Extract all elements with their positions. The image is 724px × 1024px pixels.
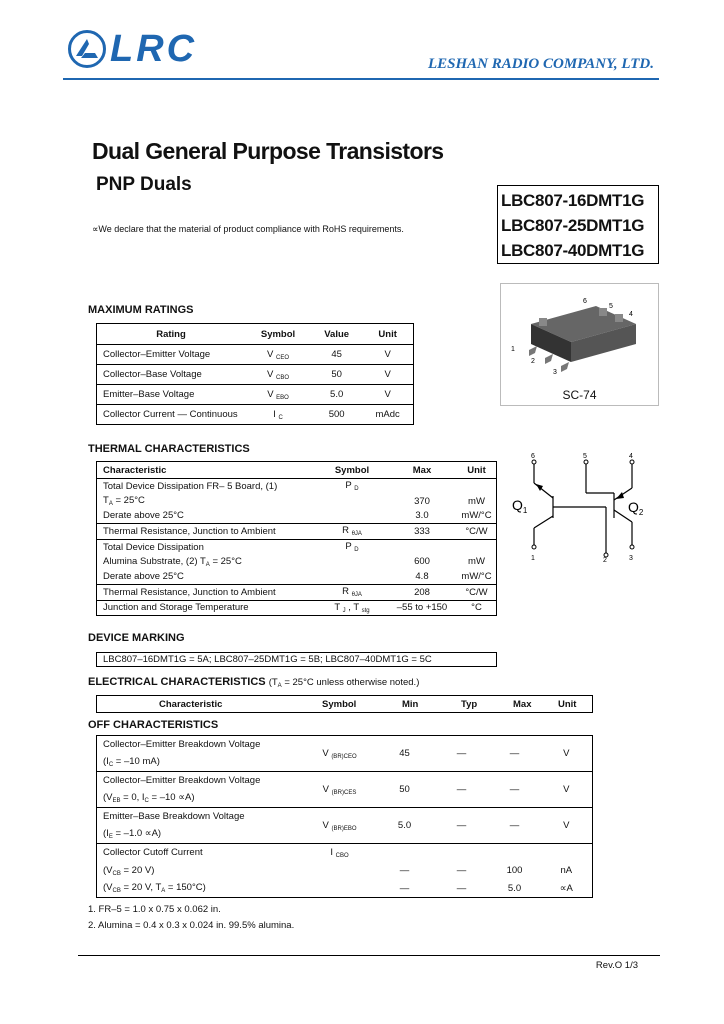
unit-cell: mAdc (362, 405, 413, 425)
sc74-package-icon (501, 284, 658, 384)
pin-label: 5 (583, 453, 587, 460)
characteristic-cell: Junction and Storage Temperature (103, 602, 249, 614)
unit-cell: V (563, 748, 570, 759)
pin-label: 6 (531, 453, 535, 460)
table-row (97, 365, 414, 385)
table-row (97, 508, 497, 523)
characteristic-cell: Derate above 25°C (97, 508, 318, 523)
value-cell: 50 (311, 365, 362, 385)
column-header: Max (513, 699, 532, 710)
table-row (97, 808, 593, 826)
column-header: Unit (362, 324, 413, 345)
max-cell: 3.0 (387, 508, 457, 523)
characteristic-cell: $T_A = 25^\circ C$ (103, 495, 145, 508)
typ-cell: — (456, 784, 467, 795)
q1-label: $Q_1$ (512, 497, 528, 515)
min-cell: 5.0 (397, 820, 412, 831)
symbol-cell: I $_C$ (245, 405, 311, 425)
characteristic-cell: Total Device Dissipation FR– 5 Board, (1) (103, 480, 278, 492)
electrical-note: ($T_A = 25^\circ C$ unless otherwise noted.) (268, 677, 420, 689)
pin-label: 2 (603, 557, 607, 564)
table-row (97, 554, 497, 569)
column-header: Characteristic (159, 699, 223, 710)
max-cell: — (509, 784, 520, 795)
unit-cell: °C/W (457, 524, 497, 540)
column-header: Characteristic (97, 462, 318, 479)
characteristic-cell: Collector Cutoff Current (103, 847, 203, 859)
column-header: Symbol (322, 699, 357, 710)
table-row (97, 862, 593, 880)
max-cell: 208 (387, 584, 457, 600)
table-row (97, 539, 497, 554)
max-cell: 333 (387, 524, 457, 540)
typ-cell: — (456, 865, 467, 876)
page-subtitle: PNP Duals (96, 174, 192, 195)
table-row (97, 385, 414, 405)
column-header: Typ (461, 699, 478, 710)
value-cell: 500 (311, 405, 362, 425)
symbol-cell: V $_{(BR)EBO}$ (322, 819, 357, 832)
table-row (97, 772, 593, 790)
pin-label: 1 (531, 555, 535, 562)
page-title: Dual General Purpose Transistors (92, 138, 444, 164)
footnotes (88, 902, 294, 934)
characteristic-cell: Collector–Emitter Breakdown Voltage (103, 775, 261, 787)
characteristic-cell: Thermal Resistance, Junction to Ambient (97, 524, 318, 540)
symbol-cell: T $_J$ , T $_{stg}$ (334, 601, 370, 614)
typ-cell: — (456, 748, 467, 759)
symbol-cell: V $_{EBO}$ (245, 385, 311, 405)
characteristic-cell: Alumina Substrate, (2) $T_A = 25^\circ C$ (103, 555, 242, 568)
unit-cell: mW/°C (457, 569, 497, 584)
pin-label: 5 (609, 303, 613, 310)
min-cell: 50 (399, 784, 410, 795)
company-name: LESHAN RADIO COMPANY, LTD. (427, 56, 654, 72)
unit-cell: ∝A (559, 882, 573, 894)
thermal-heading: THERMAL CHARACTERISTICS (88, 443, 250, 455)
footnote: 1. FR–5 = 1.0 x 0.75 x 0.062 in. (88, 904, 221, 915)
max-cell: — (509, 748, 520, 759)
rating-cell: Collector–Emitter Voltage (97, 345, 246, 365)
unit-cell: V (362, 365, 413, 385)
max-cell: 100 (506, 865, 523, 876)
table-row (97, 405, 414, 425)
electrical-title: ELECTRICAL CHARACTERISTICS (88, 676, 266, 688)
value-cell: 5.0 (311, 385, 362, 405)
min-cell: — (399, 865, 410, 876)
max-cell: –55 to +150 (396, 602, 448, 614)
max-ratings-heading: MAXIMUM RATINGS (88, 304, 194, 316)
characteristic-cell: Total Device Dissipation (103, 541, 204, 553)
table-header-row (97, 324, 414, 345)
characteristic-cell: Collector–Emitter Breakdown Voltage (103, 739, 261, 751)
part-number: LBC807-40DMT1G (501, 241, 645, 260)
symbol-cell: R $_{\theta JA}$ (317, 524, 387, 540)
unit-cell: V (563, 820, 570, 831)
unit-cell: °C (471, 602, 482, 614)
symbol-cell: R $_{\theta JA}$ (317, 584, 387, 600)
pin-label: 4 (629, 311, 633, 318)
column-header: Symbol (317, 462, 387, 479)
logo-emblem-icon (68, 30, 106, 68)
column-header: Unit (558, 699, 577, 710)
device-marking-heading: DEVICE MARKING (88, 632, 185, 644)
condition-cell: ($V_{CB} = 20$ V) (103, 864, 155, 877)
table-row (97, 736, 593, 754)
package-name: SC-74 (562, 388, 597, 402)
min-cell: — (399, 882, 410, 894)
revision-page: Rev.O 1/3 (595, 960, 638, 971)
symbol-cell: P $_D$ (345, 541, 359, 554)
table-row (97, 524, 497, 540)
characteristic-cell: Emitter–Base Breakdown Voltage (103, 811, 245, 823)
logo-text: LRC (110, 28, 198, 70)
table-row (97, 569, 497, 584)
unit-cell: V (362, 385, 413, 405)
pin-label: 3 (629, 555, 633, 562)
pin-label: 3 (553, 369, 557, 376)
pin-label: 2 (531, 358, 535, 365)
pin-label: 4 (629, 453, 633, 460)
column-header: Unit (457, 462, 497, 479)
max-cell: 370 (414, 495, 430, 507)
electrical-table (96, 735, 593, 898)
table-row (97, 494, 497, 509)
unit-cell: nA (560, 865, 573, 876)
rating-cell: Collector–Base Voltage (97, 365, 246, 385)
column-header: Rating (97, 324, 246, 345)
column-header: Min (402, 699, 419, 710)
condition-cell: ($V_{CB} = 20$ V, $T_A = 150^\circ C$) (103, 882, 206, 895)
max-cell: 5.0 (507, 882, 522, 894)
table-row (97, 880, 593, 898)
footnote: 2. Alumina = 0.4 x 0.3 x 0.024 in. 99.5% alumina. (88, 920, 295, 931)
max-cell: 4.8 (387, 569, 457, 584)
circuit-diagram (510, 448, 662, 568)
unit-cell: V (563, 784, 570, 795)
characteristic-cell: Thermal Resistance, Junction to Ambient (97, 584, 318, 600)
unit-cell: mW (468, 495, 485, 507)
part-number-box (497, 185, 659, 264)
pin-label: 1 (511, 346, 515, 353)
device-marking-text: LBC807–16DMT1G = 5A; LBC807–25DMT1G = 5B; LBC807–40DMT1G = 5C (96, 652, 497, 667)
value-cell: 45 (311, 345, 362, 365)
electrical-table-header (96, 695, 593, 713)
column-header: Value (311, 324, 362, 345)
rating-cell: Collector Current — Continuous (97, 405, 246, 425)
table-row (97, 345, 414, 365)
table-row (97, 584, 497, 600)
part-number: LBC807-16DMT1G (501, 191, 645, 210)
table-row (97, 844, 593, 862)
off-characteristics-heading: OFF CHARACTERISTICS (88, 719, 219, 731)
rohs-statement: ∝We declare that the material of product compliance with RoHS requirements. (92, 224, 404, 234)
thermal-table (96, 461, 497, 616)
electrical-heading (88, 676, 419, 689)
unit-cell: mW/°C (457, 508, 497, 523)
package-drawing (500, 283, 659, 406)
unit-cell: °C/W (457, 584, 497, 600)
footer-divider (78, 955, 660, 956)
column-header: Max (387, 462, 457, 479)
symbol-cell: V $_{CEO}$ (245, 345, 311, 365)
rating-cell: Emitter–Base Voltage (97, 385, 246, 405)
max-cell: — (509, 820, 520, 831)
header-divider (63, 78, 659, 80)
typ-cell: — (456, 820, 467, 831)
max-cell: 600 (414, 556, 430, 568)
symbol-cell: V $_{(BR)CES}$ (322, 783, 357, 796)
unit-cell: V (362, 345, 413, 365)
condition-cell: ($V_{EB} = 0$, $I_C = -10 \propto A$) (103, 792, 195, 805)
condition-cell: ($I_C = -10$ mA) (103, 756, 160, 769)
part-number: LBC807-25DMT1G (501, 216, 645, 235)
table-header-row (97, 462, 497, 479)
max-ratings-table (96, 323, 414, 425)
pin-label: 6 (583, 298, 587, 305)
min-cell: 45 (399, 748, 410, 759)
symbol-cell: V $_{CBO}$ (245, 365, 311, 385)
unit-cell: mW (468, 556, 485, 568)
table-row (97, 479, 497, 494)
symbol-cell: I $_{CBO}$ (330, 846, 349, 859)
column-header: Symbol (245, 324, 311, 345)
typ-cell: — (456, 882, 467, 894)
q2-label: $Q_2$ (628, 499, 644, 517)
table-row (97, 600, 497, 616)
characteristic-cell: Derate above 25°C (97, 569, 318, 584)
symbol-cell: V $_{(BR)CEO}$ (322, 747, 357, 760)
condition-cell: $(I_E = -1.0 \propto A)$ (103, 828, 162, 841)
symbol-cell: P $_D$ (345, 480, 359, 493)
